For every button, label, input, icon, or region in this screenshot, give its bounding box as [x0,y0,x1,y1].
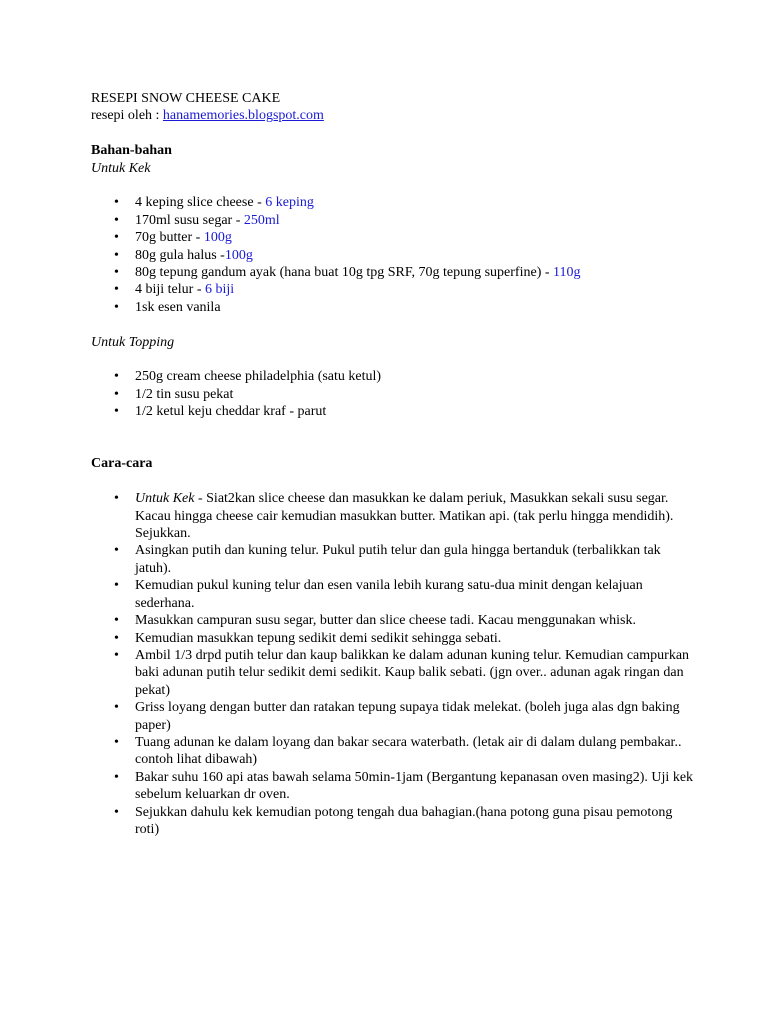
cake-subheading: Untuk Kek [91,160,151,176]
list-item [135,229,708,246]
list-item: • Asingkan putih dan kuning telur. Pukul putih telur dan gula hingga bertanduk (terbalikkan tak jatuh). [135,542,708,577]
ingredients-heading: Bahan-bahan [91,143,172,159]
list-item: • Griss loyang dengan butter dan ratakan tepung supaya tidak melekat. (boleh juga alas dgn baking paper) [135,699,708,734]
ingredient-alt-amount: 100g [224,247,253,263]
spacer [91,351,708,368]
credit-prefix: resepi oleh : [91,108,163,124]
list-item [135,299,708,316]
spacer [91,125,708,142]
list-item: • Bakar suhu 160 api atas bawah selama 50min-1jam (Bergantung kepanasan oven masing2). Uji kek sebelum keluarkan dr oven. [135,769,708,804]
ingredient-alt-amount: 6 biji [205,282,235,298]
spacer [91,473,708,490]
list-item [135,490,708,542]
list-item [135,194,708,211]
ingredient-alt-amount: 6 keping [265,195,314,211]
method-steps-list [91,490,708,838]
ingredient-alt-amount: 100g [203,230,232,246]
list-item: • 1/2 tin susu pekat [135,386,708,403]
spacer [91,177,708,194]
recipe-title: RESEPI SNOW CHEESE CAKE [91,91,281,106]
list-item: • Sejukkan dahulu kek kemudian potong tengah dua bahagian.(hana potong guna pisau pemotong roti) [135,804,708,839]
list-item: • Kemudian pukul kuning telur dan esen vanila lebih kurang satu-dua minit dengan kelajuan sederhana. [135,577,708,612]
list-item [135,264,708,281]
ingredient-text: 80g gula halus - [135,247,225,263]
list-item: • 250g cream cheese philadelphia (satu ketul) [135,368,708,385]
list-item: • Tuang adunan ke dalam loyang dan bakar secara waterbath. (letak air di dalam dulang pembakar.. contoh lihat dibawah) [135,734,708,769]
ingredient-alt-amount: 110g [553,265,581,281]
ingredient-alt-amount: 250ml [243,212,280,228]
ingredient-text: 4 keping slice cheese - [135,195,266,211]
step-text: - Siat2kan slice cheese dan masukkan ke dalam periuk, Masukkan sekali susu segar. Kacau hingga cheese cair kemudian masukkan butter. Matikan api. (tak perlu hingga mendidih). Sejukkan. [135,491,674,542]
list-item [135,247,708,264]
list-item: • Ambil 1/3 drpd putih telur dan kaup balikkan ke dalam adunan kuning telur. Kemudian campurkan baki adunan putih telur sedikit demi sedikit. Kaup balik sebati. (jgn over.. adunan agak ringan dan pekat) [135,647,708,699]
list-item: • Masukkan campuran susu segar, butter dan slice cheese tadi. Kacau menggunakan whisk. [135,612,708,629]
cake-ingredients-list [91,194,708,316]
list-item [135,212,708,229]
ingredient-text: 1sk esen vanila [135,299,221,315]
topping-subheading: Untuk Topping [91,334,175,350]
method-heading: Cara-cara [91,456,153,472]
list-item: • Kemudian masukkan tepung sedikit demi sedikit sehingga sebati. [135,630,708,647]
step-label: Untuk Kek [135,491,195,507]
recipe-credit [91,107,708,124]
topping-ingredients-list [91,368,708,420]
ingredient-text: 170ml susu segar - [135,212,244,228]
list-item: • 1/2 ketul keju cheddar kraf - parut [135,403,708,420]
list-item [135,281,708,298]
ingredient-text: 4 biji telur - [135,282,205,298]
ingredient-text: 80g tepung gandum ayak (hana buat 10g tpg SRF, 70g tepung superfine) - [135,265,554,281]
spacer [91,421,708,456]
ingredient-text: 70g butter - [135,230,204,246]
credit-link[interactable]: hanamemories.blogspot.com [162,108,324,124]
spacer [91,316,708,333]
